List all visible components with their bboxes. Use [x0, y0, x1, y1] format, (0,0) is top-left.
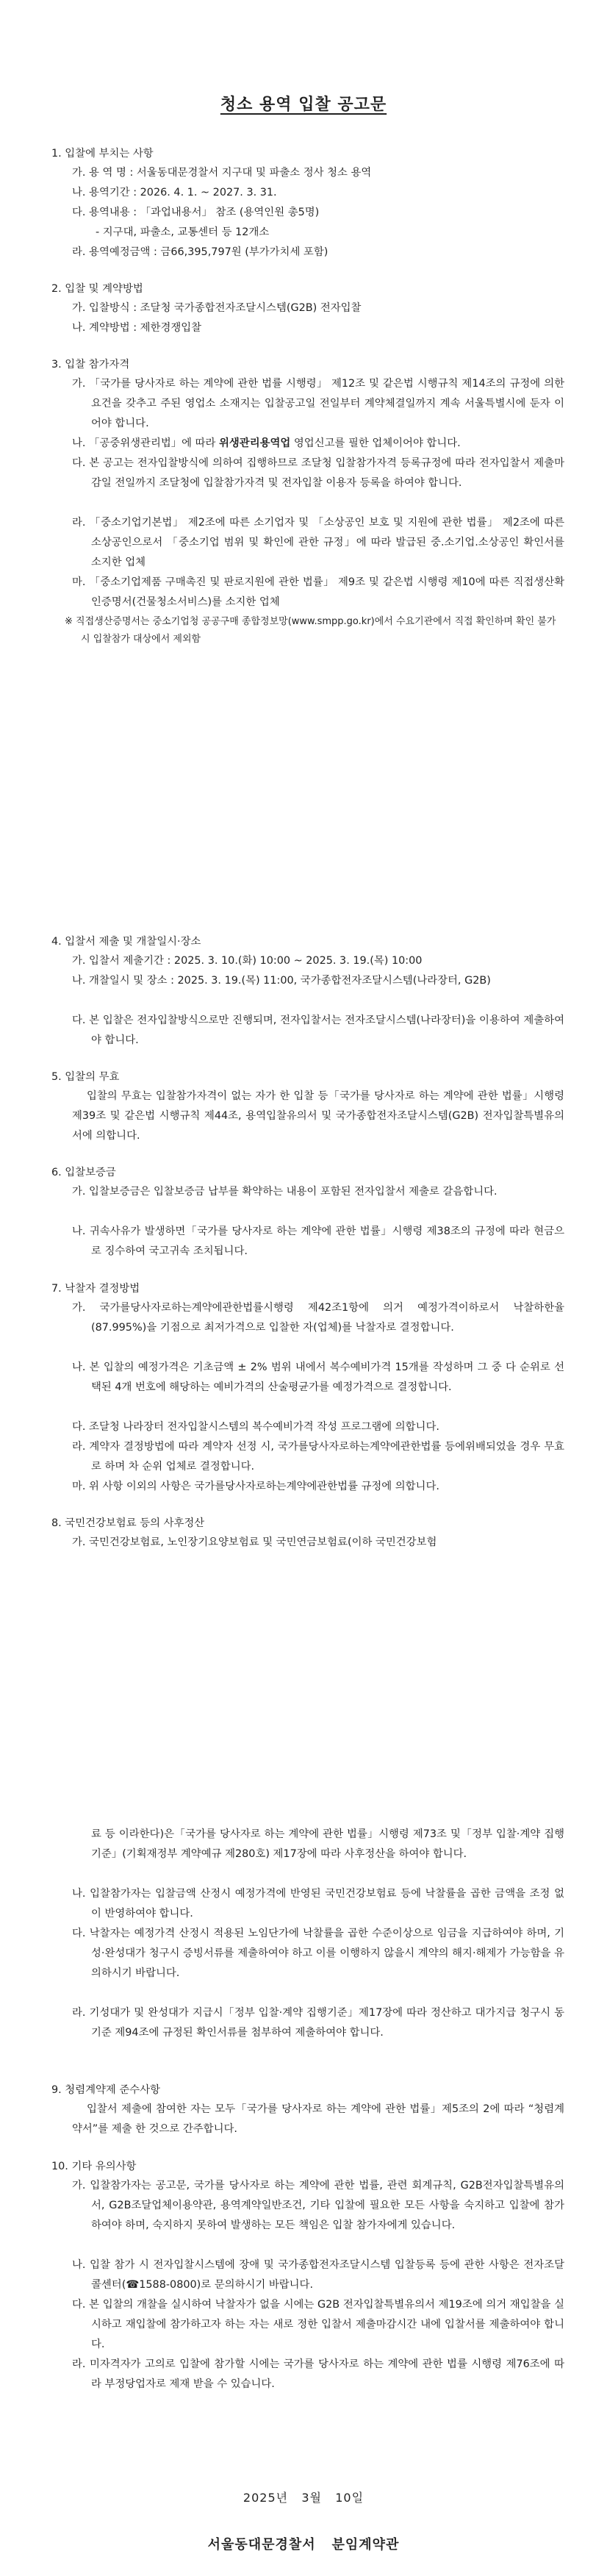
- section-8-heading: 8. 국민건강보험료 등의 사후정산: [51, 1517, 205, 1529]
- section-3-heading: 3. 입찰 참가자격: [51, 359, 130, 371]
- s8-item-ga-part2: 료 등 이라한다)은「국가를 당사자로 하는 계약에 관한 법률」시행령 제73조 및「정부 입찰·계약 집행기준」(기획재정부 계약예규 제280호) 제17장에 따라 사후정산을 하여야 합니다.: [91, 1828, 564, 1860]
- s1-item-da-sub: - 지구대, 파출소, 교통센터 등 12개소: [96, 226, 270, 238]
- announcement-date: 2025년 3월 10일: [243, 2491, 364, 2505]
- section-10-heading: 10. 기타 유의사항: [51, 2161, 137, 2172]
- s3-item-na: [72, 434, 564, 454]
- s8-item-na: 나. 입찰참가자는 입찰금액 산정시 예정가격에 반영된 국민건강보험료 등에 낙찰률을 곱한 금액을 조정 없이 반영하여야 합니다.: [72, 1888, 564, 1920]
- s4-item-na: 나. 개찰일시 및 장소 : 2025. 3. 19.(목) 11:00, 국가종합전자조달시스템(나라장터, G2B): [72, 975, 491, 987]
- s1-item-ra: 라. 용역예정금액 : 금66,395,797원 (부가가치세 포함): [72, 246, 328, 258]
- section-6-heading: 6. 입찰보증금: [51, 1167, 116, 1178]
- s3-item-ga: 가. 「국가를 당사자로 하는 계약에 관한 법률 시행령」 제12조 및 같은법 시행규칙 제14조의 규정에 의한 요건을 갖추고 주된 영업소 소재지는 입찰공고일 전일부터 계약체결일까지 계속 서울특별시에 둔자 이어야 합니다.: [72, 378, 564, 429]
- s7-item-ra: 라. 계약자 결정방법에 따라 계약자 선정 시, 국가를당사자로하는계약에관한법률 등에위배되었을 경우 무효로 하며 차 순위 업체로 결정합니다.: [72, 1441, 564, 1473]
- section-1-heading: 1. 입찰에 부치는 사항: [51, 148, 154, 160]
- s8-item-ga-part1: 가. 국민건강보험료, 노인장기요양보험료 및 국민연금보험료(이하 국민건강보험: [72, 1536, 437, 1548]
- s3-na-bold: 위생관리용역업: [219, 437, 291, 449]
- s2-item-na: 나. 계약방법 : 제한경쟁입찰: [72, 322, 202, 334]
- s10-item-ga: 가. 입찰참가자는 공고문, 국가를 당사자로 하는 계약에 관한 법률, 관련 회계규칙, G2B전자입찰특별유의서, G2B조달업체이용약관, 용역계약일반조건, 기타 입찰에 필요한 모든 사항을 숙지하고 입찰에 참가하여야 하며, 숙지하지 못하여 발생하는 모든 책임은 입찰 참가자에게 있습니다.: [72, 2180, 564, 2231]
- section-2-heading: 2. 입찰 및 계약방법: [51, 283, 143, 295]
- section-7-heading: 7. 낙찰자 결정방법: [51, 1283, 140, 1295]
- s7-item-da: 다. 조달청 나라장터 전자입찰시스템의 복수예비가격 작성 프로그램에 의합니다.: [72, 1421, 439, 1433]
- s1-item-ga: 가. 용 역 명 : 서울동대문경찰서 지구대 및 파출소 정사 청소 용역: [72, 167, 372, 179]
- s4-item-da: 다. 본 입찰은 전자입찰방식으로만 진행되며, 전자입찰서는 전자조달시스템(나라장터)을 이용하여 제출하여야 합니다.: [72, 1015, 564, 1046]
- section-5-heading: 5. 입찰의 무효: [51, 1071, 120, 1083]
- s10-item-ra: 라. 미자격자가 고의로 입찰에 참가할 시에는 국가를 당사자로 하는 계약에 관한 법률 시행령 제76조에 따라 부정당업자로 제재 받을 수 있습니다.: [72, 2358, 564, 2390]
- s3-item-ma: 마. 「중소기업제품 구매촉진 및 판로지원에 관한 법률」 제9조 및 같은법 시행령 제10에 따른 직접생산확인증명서(건물청소서비스)를 소지한 업체: [72, 576, 564, 608]
- page-title: 청소 용역 입찰 공고문: [220, 96, 387, 114]
- s3-na-suffix: 영업신고를 필한 업체이어야 합니다.: [290, 437, 461, 449]
- s9-body: 입찰서 제출에 참여한 자는 모두「국가를 당사자로 하는 계약에 관한 법률」제5조의 2에 따라 “청렴계약서”를 제출 한 것으로 간주합니다.: [72, 2103, 564, 2135]
- s3-note: ※ 직접생산증명서는 중소기업청 공공구매 종합정보망(www.smpp.go.kr)에서 수요기관에서 직접 확인하며 확인 불가시 입찰참가 대상에서 제외함: [65, 616, 556, 645]
- signer: 서울동대문경찰서 분임계약관: [207, 2537, 400, 2552]
- s2-item-ga: 가. 입찰방식 : 조달청 국가종합전자조달시스템(G2B) 전자입찰: [72, 302, 362, 314]
- s3-item-ra: 라. 「중소기업기본법」 제2조에 따른 소기업자 및 「소상공인 보호 및 지원에 관한 법률」 제2조에 따른 소상공인으로서 「중소기업 범위 및 확인에 관한 규정」에 따라 발급된 중.소기업.소상공인 확인서를 소지한 업체: [72, 517, 564, 568]
- s6-item-ga: 가. 입찰보증금은 입찰보증금 납부를 확약하는 내용이 포함된 전자입찰서 제출로 갈음합니다.: [72, 1186, 498, 1198]
- s6-item-na: 나. 귀속사유가 발생하면「국가를 당사자로 하는 계약에 관한 법률」시행령 제38조의 규정에 따라 현금으로 징수하여 국고귀속 조치됩니다.: [72, 1226, 564, 1257]
- s1-item-da: 다. 용역내용 : 「과업내용서」 참조 (용역인원 총5명): [72, 207, 320, 218]
- section-9-heading: 9. 청렴계약제 준수사항: [51, 2084, 160, 2096]
- s5-body: 입찰의 무효는 입찰참가자격이 없는 자가 한 입찰 등「국가를 당사자로 하는 계약에 관한 법률」시행령 제39조 및 같은법 시행규칙 제44조, 용역입찰유의서 및 국가종합전자조달시스템(G2B) 전자입찰특별유의서에 의합니다.: [72, 1090, 564, 1142]
- s7-item-ma: 마. 위 사항 이외의 사항은 국가를당사자로하는계약에관한법률 규정에 의합니다.: [72, 1481, 439, 1492]
- section-4-heading: 4. 입찰서 제출 및 개찰일시·장소: [51, 936, 201, 948]
- s10-item-na: 나. 입찰 참가 시 전자입찰시스템에 장애 및 국가종합전자조달시스템 입찰등록 등에 관한 사항은 전자조달 콜센터(☎1588-0800)로 문의하시기 바랍니다.: [72, 2259, 564, 2291]
- s8-item-da: 다. 낙찰자는 예정가격 산정시 적용된 노임단가에 낙찰률을 곱한 수준이상으로 임금을 지급하여야 하며, 기성·완성대가 청구시 증빙서류를 제출하여야 하고 이를 이행하지 않을시 계약의 해지·해제가 가능함을 유의하시기 바랍니다.: [72, 1928, 564, 1979]
- s3-item-da: 다. 본 공고는 전자입찰방식에 의하여 집행하므로 조달청 입찰참가자격 등록규정에 따라 전자입찰서 제출마감일 전일까지 조달청에 입찰참가자격 및 전자입찰 이용자 등록을 하여야 합니다.: [72, 457, 564, 489]
- s7-item-na: 나. 본 입찰의 예정가격은 기초금액 ± 2% 범위 내에서 복수예비가격 15개를 작성하며 그 중 다 순위로 선택된 4개 번호에 해당하는 예비가격의 산술평균가를 예정가격으로 결정합니다.: [72, 1362, 564, 1393]
- s1-item-na: 나. 용역기간 : 2026. 4. 1. ~ 2027. 3. 31.: [72, 187, 277, 198]
- s8-item-ra: 라. 기성대가 및 완성대가 지급시「정부 입찰·계약 집행기준」제17장에 따라 정산하고 대가지급 청구시 동 기준 제94조에 규정된 확인서류를 첨부하여 제출하여야 합니다.: [72, 2007, 564, 2039]
- s4-item-ga: 가. 입찰서 제출기간 : 2025. 3. 10.(화) 10:00 ~ 2025. 3. 19.(목) 10:00: [72, 955, 423, 967]
- s10-item-da: 다. 본 입찰의 개찰을 실시하여 낙찰자가 없을 시에는 G2B 전자입찰특별유의서 제19조에 의거 재입찰을 실시하고 재입찰에 참가하고자 하는 자는 새로 정한 입찰서 제출마감시간 내에 입찰서를 제출하여야 합니다.: [72, 2299, 564, 2350]
- s3-na-prefix: 나. 「공중위생관리법」에 따라: [72, 437, 219, 449]
- s7-item-ga: 가. 국가를당사자로하는계약에관한법률시행령 제42조1항에 의거 예정가격이하로서 낙찰하한율(87.995%)을 기점으로 최저가격으로 입찰한 자(업체)를 낙찰자로 결정합니다.: [72, 1302, 564, 1334]
